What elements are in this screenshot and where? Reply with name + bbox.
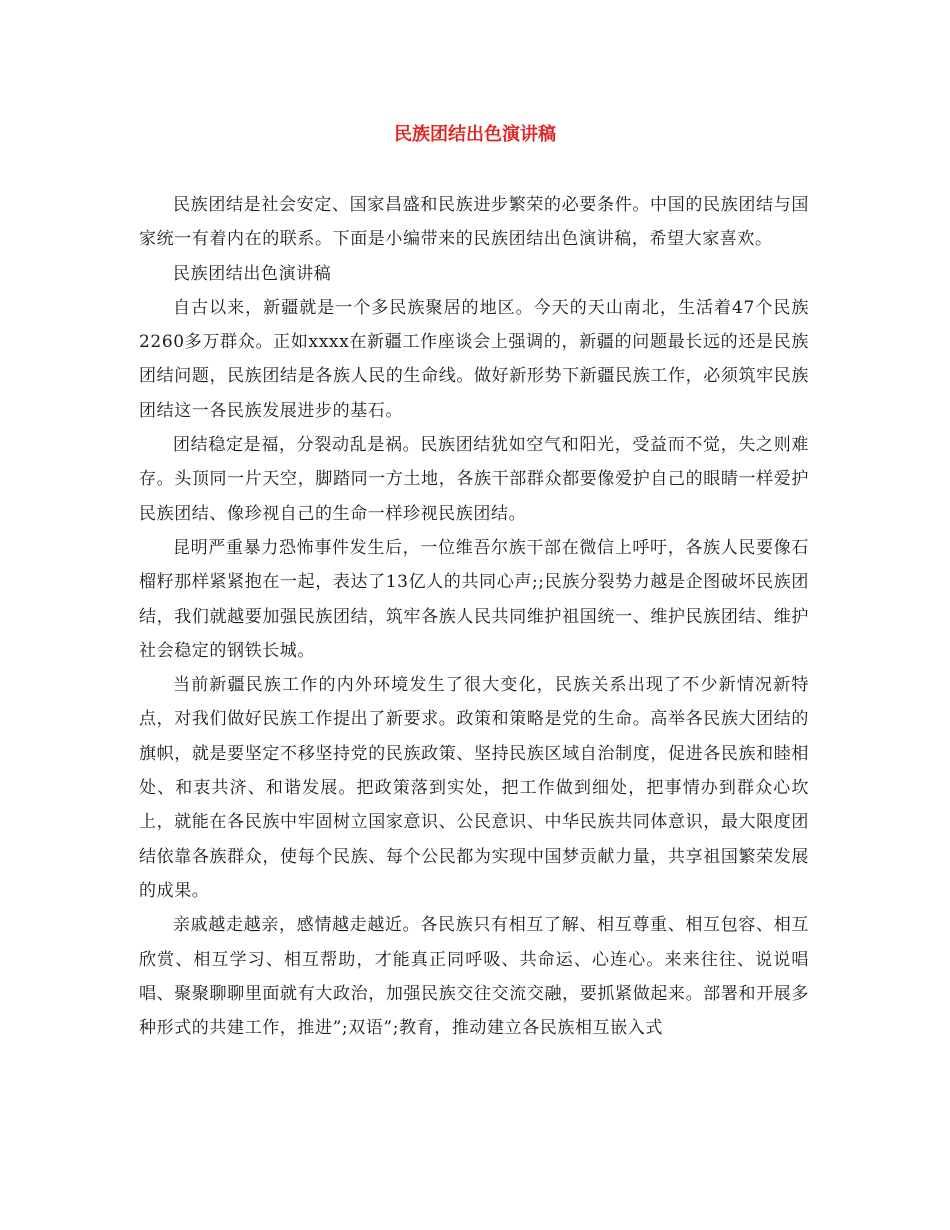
paragraph: 亲戚越走越亲，感情越走越近。各民族只有相互了解、相互尊重、相互包容、相互欣赏、相互学习、相互帮助，才能真正同呼吸、共命运、心连心。来来往往、说说唱唱、聚聚聊聊里面就有大政治，加强民族交往交流交融，要抓紧做起来。部署和开展多种形式的共建工作，推进”;双语”;教育，推动建立各民族相互嵌入式 xyxy=(139,915,809,1039)
paragraph: 当前新疆民族工作的内外环境发生了很大变化，民族关系出现了不少新情况新特点，对我们做好民族工作提出了新要求。政策和策略是党的生命。高举各民族大团结的旗帜，就是要坚定不移坚持党的民族政策、坚持民族区域自治制度，促进各民族和睦相处、和衷共济、和谐发展。把政策落到实处，把工作做到细处，把事情办到群众心坎上，就能在各民族中牢固树立国家意识、公民意识、中华民族共同体意识，最大限度团结依靠各族群众，使每个民族、每个公民都为实现中国梦贡献力量，共享祖国繁荣发展的成果。 xyxy=(139,675,809,901)
document-title: 民族团结出色演讲稿 xyxy=(394,124,556,145)
paragraph-subtitle: 民族团结出色演讲稿 xyxy=(173,263,332,284)
paragraph: 团结稳定是福，分裂动乱是祸。民族团结犹如空气和阳光，受益而不觉，失之则难存。头顶同一片天空，脚踏同一方土地，各族干部群众都要像爱护自己的眼睛一样爱护民族团结、像珍视自己的生命一样珍视民族团结。 xyxy=(139,435,809,524)
document-body xyxy=(139,188,809,1045)
paragraph: 昆明严重暴力恐怖事件发生后，一位维吾尔族干部在微信上呼吁，各族人民要像石榴籽那样紧紧抱在一起，表达了13亿人的共同心声;;民族分裂势力越是企图破坏民族团结，我们就越要加强民族团结，筑牢各族人民共同维护祖国统一、维护民族团结、维护社会稳定的钢铁长城。 xyxy=(139,537,809,661)
paragraph: 自古以来，新疆就是一个多民族聚居的地区。今天的天山南北，生活着47个民族2260多万群众。正如xxxx在新疆工作座谈会上强调的，新疆的问题最长远的还是民族团结问题，民族团结是各族人民的生命线。做好新形势下新疆民族工作，必须筑牢民族团结这一各民族发展进步的基石。 xyxy=(139,297,809,421)
paragraph-intro: 民族团结是社会安定、国家昌盛和民族进步繁荣的必要条件。中国的民族团结与国家统一有着内在的联系。下面是小编带来的民族团结出色演讲稿，希望大家喜欢。 xyxy=(139,195,809,250)
